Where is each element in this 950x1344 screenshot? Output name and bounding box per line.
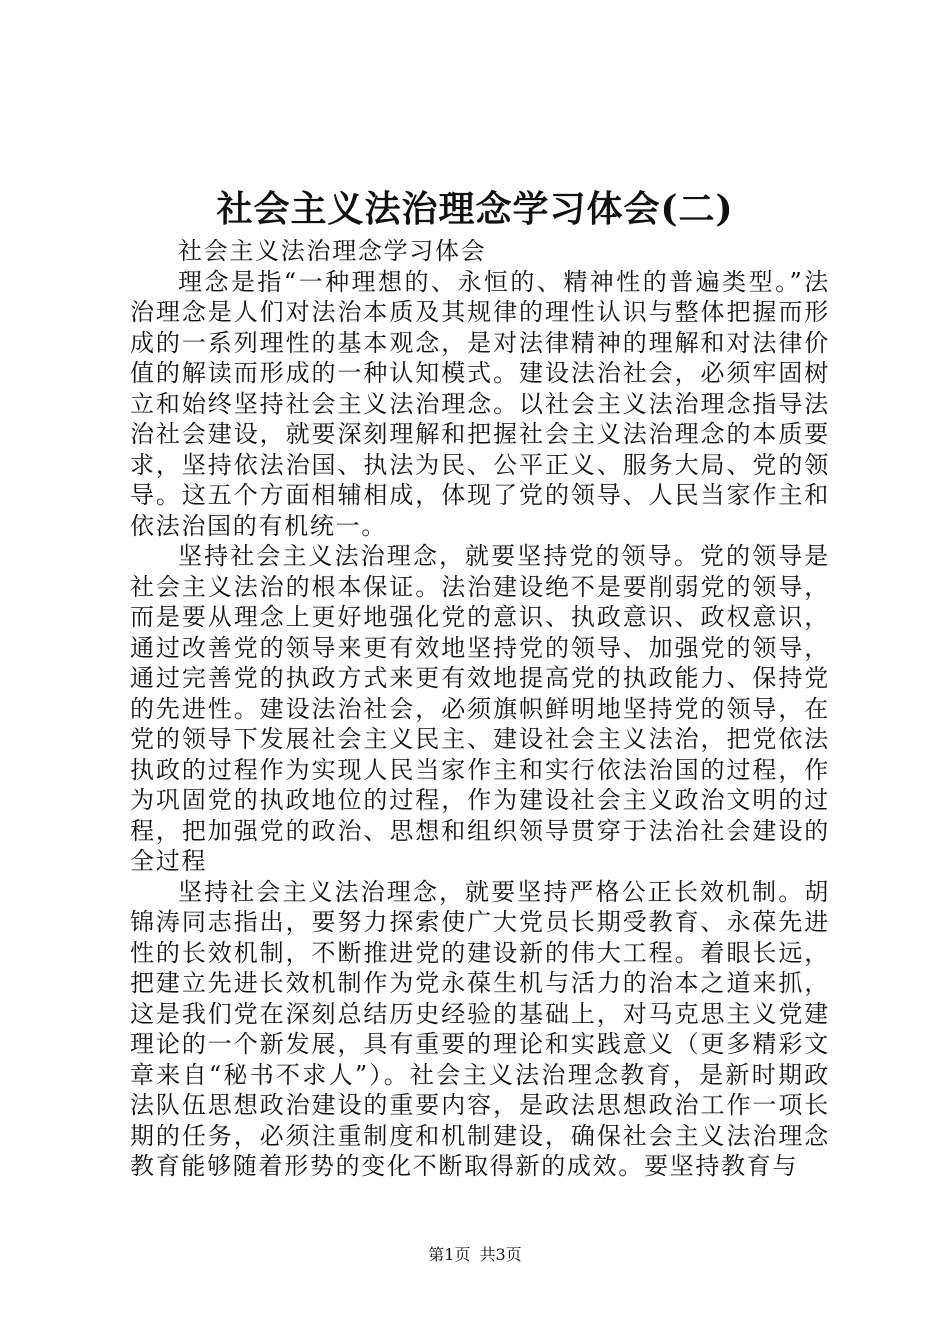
document-body [130, 236, 830, 1182]
body-paragraph-1: 理念是指“一种理想的、永恒的、精神性的普遍类型。”法治理念是人们对法治本质及其规律的理性认识与整体把握而形成的一系列理性的基本观念，是对法律精神的理解和对法律价值的解读而形成的一种认知模式。建设法治社会，必须牢固树立和始终坚持社会主义法治理念。以社会主义法治理念指导法治社会建设，就要深刻理解和把握社会主义法治理念的本质要求，坚持依法治国、执法为民、公平正义、服务大局、党的领导。这五个方面相辅相成，体现了党的领导、人民当家作主和依法治国的有机统一。 [130, 267, 830, 540]
document-title: 社会主义法治理念学习体会(二) [216, 188, 734, 230]
page-footer [0, 1244, 950, 1266]
page-number: 第1页 [428, 1245, 471, 1264]
body-paragraph-2: 坚持社会主义法治理念，就要坚持党的领导。党的领导是社会主义法治的根本保证。法治建设绝不是要削弱党的领导，而是要从理念上更好地强化党的意识、执政意识、政权意识，通过改善党的领导来更有效地坚持党的领导、加强党的领导，通过完善党的执政方式来更有效地提高党的执政能力、保持党的先进性。建设法治社会，必须旗帜鲜明地坚持党的领导，在党的领导下发展社会主义民主、建设社会主义法治，把党依法执政的过程作为实现人民当家作主和实行依法治国的过程，作为巩固党的执政地位的过程，作为建设社会主义政治文明的过程，把加强党的政治、思想和组织领导贯穿于法治社会建设的全过程 [130, 542, 830, 875]
body-paragraph-3: 坚持社会主义法治理念，就要坚持严格公正长效机制。胡锦涛同志指出，要努力探索使广大党员长期受教育、永葆先进性的长效机制，不断推进党的建设新的伟大工程。着眼长远，把建立先进长效机制作为党永葆生机与活力的治本之道来抓，这是我们党在深刻总结历史经验的基础上，对马克思主义党建理论的一个新发展，具有重要的理论和实践意义（更多精彩文章来自“秘书不求人”）。社会主义法治理念教育，是新时期政法队伍思想政治建设的重要内容，是政法思想政治工作一项长期的任务，必须注重制度和机制建设，确保社会主义法治理念教育能够随着形势的变化不断取得新的成效。要坚持教育与 [130, 877, 830, 1180]
subtitle-paragraph: 社会主义法治理念学习体会 [178, 237, 487, 265]
page-total: 共3页 [479, 1245, 522, 1264]
